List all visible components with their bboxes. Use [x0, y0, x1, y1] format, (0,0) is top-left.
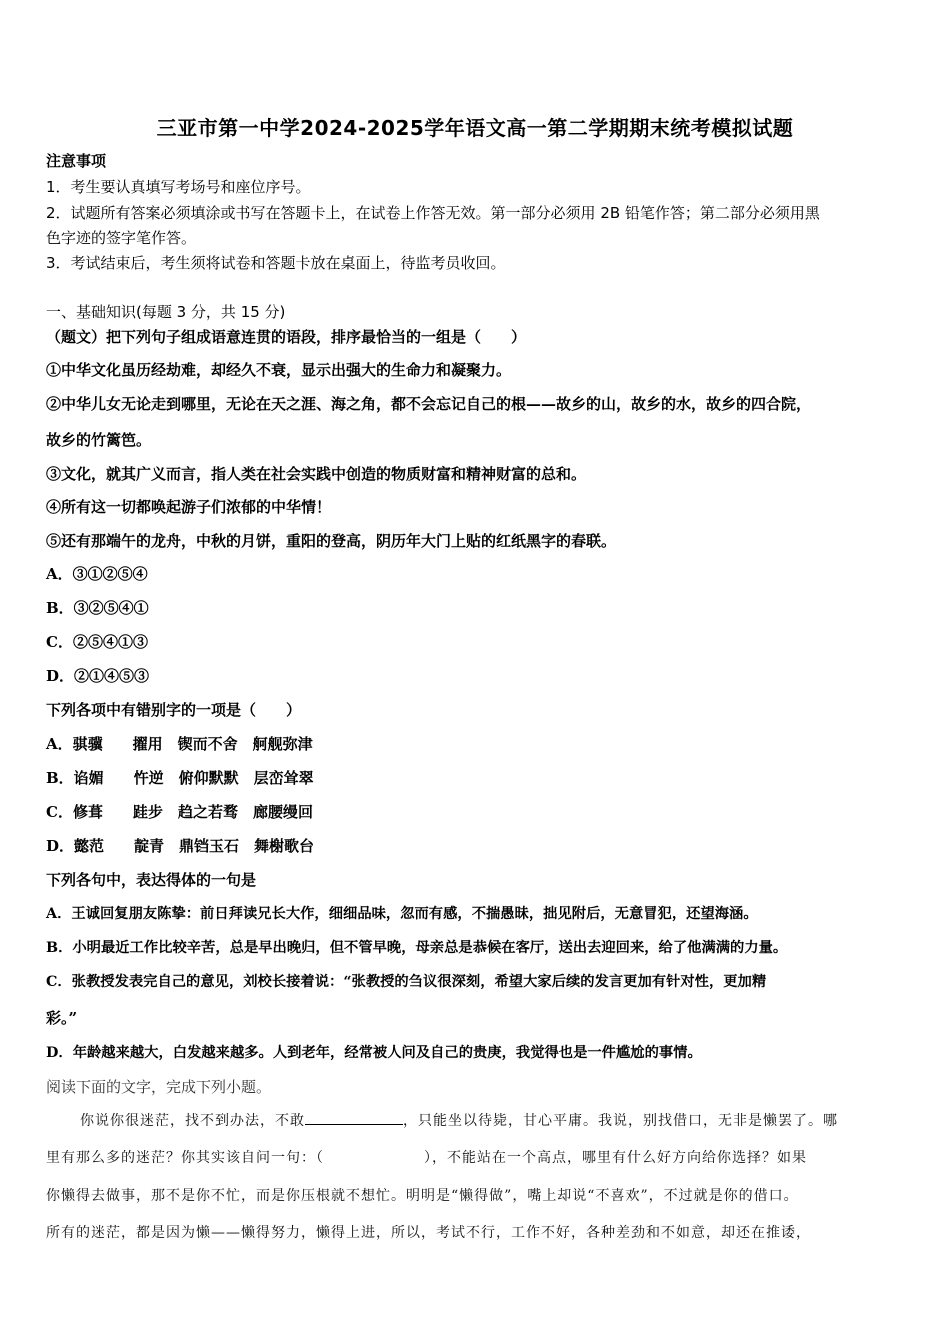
option-b: B．谄媚 忤逆 俯仰默默 层峦耸翠: [46, 769, 314, 787]
notice-heading: 注意事项: [46, 152, 107, 170]
notice-item: 2．试题所有答案必须填涂或书写在答题卡上，在试卷上作答无效。第一部分必须用 2B 铅笔作答；第二部分必须用黑: [46, 204, 820, 222]
passage-text: 你说你很迷茫，找不到办法，不敢: [80, 1113, 305, 1129]
passage-text: ），不能站在一个高点，哪里有什么好方向给你选择？如果: [424, 1150, 807, 1166]
sentence-item: ②中华儿女无论走到哪里，无论在天之涯、海之角，都不会忘记自己的根——故乡的山，故乡的水，故乡的四合院，: [46, 395, 812, 413]
option-a: A．③①②⑤④: [46, 565, 148, 583]
passage-line: 你懒得去做事，那不是你不忙，而是你压根就不想忙。明明是“懒得做”，嘴上却说“不喜欢”，不过就是你的借口。: [46, 1188, 799, 1204]
sentence-item: 故乡的竹篱笆。: [46, 431, 152, 449]
option-c-cont: 彩。”: [46, 1009, 78, 1027]
section-heading: 一、基础知识(每题 3 分，共 15 分): [46, 303, 286, 321]
option-c: C．修葺 跬步 趋之若骛 廊腰缦回: [46, 803, 313, 821]
option-d: D．年龄越来越大，白发越来越多。人到老年，经常被人问及自己的贵庚，我觉得也是一件尴尬的事情。: [46, 1045, 702, 1061]
exam-title: 三亚市第一中学2024-2025学年语文高一第二学期期末统考模拟试题: [156, 116, 794, 140]
option-a: A．王诚回复朋友陈挚：前日拜读兄长大作，细细品味，忽而有感，不揣愚昧，拙见附后，无意冒犯，还望海涵。: [46, 906, 758, 922]
notice-item: 色字迹的签字笔作答。: [46, 229, 197, 247]
option-d: D．懿范 靛青 鼎铛玉石 舞榭歌台: [46, 837, 315, 855]
option-d: D．②①④⑤③: [46, 667, 150, 685]
option-a: A．骐骥 擢用 锲而不舍 舸舰弥津: [46, 735, 313, 753]
question-stem: 下列各句中，表达得体的一句是: [46, 871, 257, 889]
question-stem: 下列各项中有错别字的一项是（ ）: [46, 701, 302, 719]
option-b: B．③②⑤④①: [46, 599, 149, 617]
passage-line: 所有的迷茫，都是因为懒——懒得努力，懒得上进，所以，考试不行，工作不好，各种差劲和不如意，却还在推诿，: [46, 1225, 811, 1241]
notice-item: 3．考试结束后，考生须将试卷和答题卡放在桌面上，待监考员收回。: [46, 254, 506, 272]
passage-text: 里有那么多的迷茫？你其实该自问一句：（: [46, 1150, 324, 1166]
sentence-item: ④所有这一切都唤起游子们浓郁的中华情！: [46, 498, 332, 516]
fill-blank[interactable]: [305, 1110, 403, 1125]
question-stem: （题文）把下列句子组成语意连贯的语段，排序最恰当的一组是（ ）: [46, 328, 527, 346]
option-c: C．张教授发表完自己的意见，刘校长接着说：“张教授的刍议很深刻，希望大家后续的发言更加有针对性，更加精: [46, 974, 767, 990]
passage-line: [46, 1148, 807, 1168]
sentence-item: ⑤还有那端午的龙舟，中秋的月饼，重阳的登高，阴历年大门上贴的红纸黑字的春联。: [46, 532, 617, 550]
notice-item: 1．考生要认真填写考场号和座位序号。: [46, 178, 311, 196]
passage-line: [80, 1110, 838, 1131]
sentence-item: ①中华文化虽历经劫难，却经久不衰，显示出强大的生命力和凝聚力。: [46, 361, 512, 379]
option-c: C．②⑤④①③: [46, 633, 148, 651]
passage-text: ，只能坐以待毙，甘心平庸。我说，别找借口，无非是懒罢了。哪: [403, 1113, 838, 1129]
reading-instruction: 阅读下面的文字，完成下列小题。: [46, 1078, 272, 1096]
sentence-item: ③文化，就其广义而言，指人类在社会实践中创造的物质财富和精神财富的总和。: [46, 465, 587, 483]
option-b: B．小明最近工作比较辛苦，总是早出晚归，但不管早晚，母亲总是恭候在客厅，送出去迎回来，给了他满满的力量。: [46, 940, 788, 956]
